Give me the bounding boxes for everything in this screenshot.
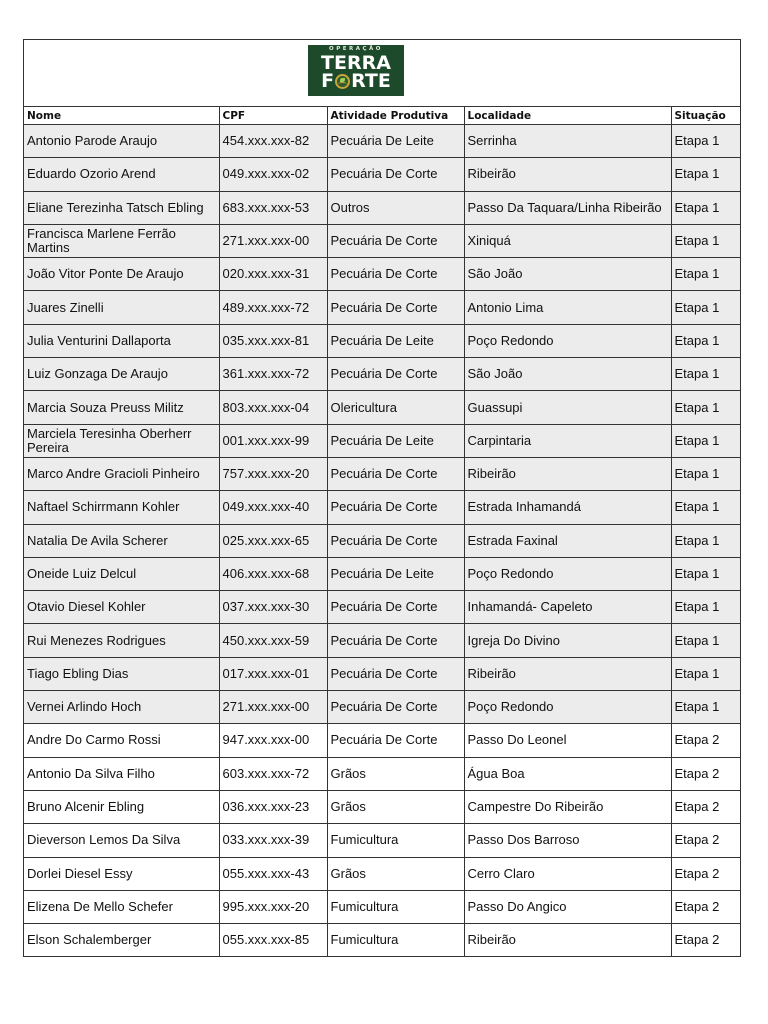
cell-nome: Otavio Diesel Kohler [24,591,219,624]
table-row [24,125,740,158]
cell-atividade: Pecuária De Leite [327,557,464,590]
logo-top-text: OPERAÇÃO [329,46,383,52]
table-row [24,757,740,790]
cell-cpf: 361.xxx.xxx-72 [219,358,327,391]
cell-localidade: Ribeirão [464,457,671,490]
cell-situacao: Etapa 1 [671,358,740,391]
table-row [24,724,740,757]
cell-nome: Naftael Schirrmann Kohler [24,491,219,524]
cell-cpf: 489.xxx.xxx-72 [219,291,327,324]
cell-situacao: Etapa 2 [671,757,740,790]
cell-atividade: Pecuária De Corte [327,591,464,624]
cell-nome: Dorlei Diesel Essy [24,857,219,890]
cell-situacao: Etapa 2 [671,824,740,857]
cell-localidade: São João [464,258,671,291]
cell-localidade: Água Boa [464,757,671,790]
header-atividade: Atividade Produtiva [327,107,464,125]
cell-cpf: 454.xxx.xxx-82 [219,125,327,158]
cell-situacao: Etapa 1 [671,457,740,490]
cell-situacao: Etapa 1 [671,125,740,158]
cell-situacao: Etapa 1 [671,591,740,624]
table-header-row [24,107,740,125]
cell-situacao: Etapa 1 [671,624,740,657]
cell-nome: Elizena De Mello Schefer [24,890,219,923]
cell-situacao: Etapa 2 [671,724,740,757]
cell-situacao: Etapa 1 [671,491,740,524]
sprout-emblem-icon [335,74,350,89]
cell-localidade: Ribeirão [464,657,671,690]
logo-line-2 [308,71,404,91]
cell-situacao: Etapa 2 [671,790,740,823]
cell-atividade: Pecuária De Leite [327,424,464,457]
cell-situacao: Etapa 1 [671,657,740,690]
table-row [24,857,740,890]
cell-cpf: 757.xxx.xxx-20 [219,457,327,490]
cell-situacao: Etapa 1 [671,524,740,557]
cell-localidade: Carpintaria [464,424,671,457]
cell-nome: Antonio Parode Araujo [24,125,219,158]
cell-cpf: 017.xxx.xxx-01 [219,657,327,690]
cell-nome: Marcia Souza Preuss Militz [24,391,219,424]
table-row [24,457,740,490]
cell-situacao: Etapa 1 [671,291,740,324]
cell-atividade: Pecuária De Corte [327,724,464,757]
cell-localidade: Poço Redondo [464,324,671,357]
cell-nome: Eliane Terezinha Tatsch Ebling [24,191,219,224]
table-row [24,391,740,424]
cell-localidade: Poço Redondo [464,557,671,590]
header-situacao: Situação [671,107,740,125]
table-row [24,491,740,524]
cell-localidade: Inhamandá- Capeleto [464,591,671,624]
cell-situacao: Etapa 1 [671,391,740,424]
table-row [24,924,740,957]
cell-localidade: Guassupi [464,391,671,424]
cell-nome: Francisca Marlene Ferrão Martins [24,224,219,257]
cell-atividade: Olericultura [327,391,464,424]
cell-localidade: Ribeirão [464,158,671,191]
cell-localidade: Estrada Faxinal [464,524,671,557]
cell-atividade: Grãos [327,857,464,890]
cell-cpf: 037.xxx.xxx-30 [219,591,327,624]
table-row [24,158,740,191]
cell-nome: Marco Andre Gracioli Pinheiro [24,457,219,490]
table-row [24,424,740,457]
cell-atividade: Pecuária De Corte [327,524,464,557]
cell-cpf: 995.xxx.xxx-20 [219,890,327,923]
table-row [24,224,740,257]
cell-cpf: 025.xxx.xxx-65 [219,524,327,557]
cell-cpf: 049.xxx.xxx-40 [219,491,327,524]
cell-cpf: 803.xxx.xxx-04 [219,391,327,424]
cell-situacao: Etapa 1 [671,557,740,590]
cell-atividade: Pecuária De Leite [327,324,464,357]
cell-situacao: Etapa 1 [671,424,740,457]
header-nome: Nome [24,107,219,125]
cell-atividade: Pecuária De Corte [327,457,464,490]
table-row [24,358,740,391]
cell-localidade: Poço Redondo [464,691,671,724]
cell-localidade: Campestre Do Ribeirão [464,790,671,823]
cell-localidade: Passo Do Leonel [464,724,671,757]
beneficiaries-table [24,107,740,956]
table-row [24,557,740,590]
header-cpf: CPF [219,107,327,125]
cell-localidade: Serrinha [464,125,671,158]
cell-localidade: Passo Da Taquara/Linha Ribeirão [464,191,671,224]
cell-cpf: 271.xxx.xxx-00 [219,691,327,724]
cell-atividade: Pecuária De Corte [327,158,464,191]
cell-nome: Marciela Teresinha Oberherr Pereira [24,424,219,457]
logo-line-1: TERRA [321,52,391,74]
cell-atividade: Fumicultura [327,924,464,957]
logo-header [24,40,740,107]
cell-cpf: 049.xxx.xxx-02 [219,158,327,191]
cell-localidade: Xiniquá [464,224,671,257]
cell-atividade: Grãos [327,757,464,790]
table-row [24,890,740,923]
header-localidade: Localidade [464,107,671,125]
cell-atividade: Pecuária De Corte [327,224,464,257]
table-row [24,524,740,557]
cell-localidade: São João [464,358,671,391]
beneficiaries-sheet [23,39,741,957]
cell-atividade: Fumicultura [327,890,464,923]
cell-atividade: Pecuária De Corte [327,258,464,291]
cell-nome: Rui Menezes Rodrigues [24,624,219,657]
cell-situacao: Etapa 1 [671,691,740,724]
table-row [24,691,740,724]
cell-cpf: 947.xxx.xxx-00 [219,724,327,757]
table-row [24,591,740,624]
cell-nome: Eduardo Ozorio Arend [24,158,219,191]
table-row [24,624,740,657]
table-row [24,258,740,291]
logo-line-2-pre: F [321,70,335,92]
terra-forte-logo [308,45,404,96]
logo-line-2-post: RTE [351,70,391,92]
cell-nome: Luiz Gonzaga De Araujo [24,358,219,391]
table-row [24,191,740,224]
cell-nome: Oneide Luiz Delcul [24,557,219,590]
cell-localidade: Cerro Claro [464,857,671,890]
cell-nome: Dieverson Lemos Da Silva [24,824,219,857]
cell-situacao: Etapa 1 [671,324,740,357]
cell-cpf: 001.xxx.xxx-99 [219,424,327,457]
cell-cpf: 603.xxx.xxx-72 [219,757,327,790]
table-row [24,324,740,357]
cell-nome: Natalia De Avila Scherer [24,524,219,557]
cell-situacao: Etapa 1 [671,224,740,257]
cell-nome: Elson Schalemberger [24,924,219,957]
cell-atividade: Fumicultura [327,824,464,857]
cell-cpf: 033.xxx.xxx-39 [219,824,327,857]
table-body [24,125,740,957]
table-row [24,790,740,823]
cell-cpf: 406.xxx.xxx-68 [219,557,327,590]
cell-nome: Vernei Arlindo Hoch [24,691,219,724]
cell-situacao: Etapa 1 [671,191,740,224]
cell-atividade: Pecuária De Corte [327,691,464,724]
cell-atividade: Pecuária De Corte [327,657,464,690]
cell-cpf: 055.xxx.xxx-85 [219,924,327,957]
cell-atividade: Pecuária De Corte [327,624,464,657]
cell-cpf: 271.xxx.xxx-00 [219,224,327,257]
cell-atividade: Pecuária De Corte [327,491,464,524]
table-row [24,657,740,690]
cell-nome: Tiago Ebling Dias [24,657,219,690]
cell-atividade: Pecuária De Leite [327,125,464,158]
cell-situacao: Etapa 1 [671,158,740,191]
cell-cpf: 036.xxx.xxx-23 [219,790,327,823]
cell-nome: Antonio Da Silva Filho [24,757,219,790]
cell-situacao: Etapa 2 [671,924,740,957]
cell-nome: Julia Venturini Dallaporta [24,324,219,357]
cell-nome: Bruno Alcenir Ebling [24,790,219,823]
cell-atividade: Grãos [327,790,464,823]
cell-cpf: 450.xxx.xxx-59 [219,624,327,657]
cell-nome: Juares Zinelli [24,291,219,324]
cell-situacao: Etapa 2 [671,857,740,890]
cell-nome: Andre Do Carmo Rossi [24,724,219,757]
cell-cpf: 055.xxx.xxx-43 [219,857,327,890]
cell-localidade: Passo Do Angico [464,890,671,923]
cell-cpf: 035.xxx.xxx-81 [219,324,327,357]
cell-situacao: Etapa 2 [671,890,740,923]
cell-atividade: Outros [327,191,464,224]
cell-cpf: 683.xxx.xxx-53 [219,191,327,224]
table-row [24,824,740,857]
cell-localidade: Ribeirão [464,924,671,957]
cell-atividade: Pecuária De Corte [327,291,464,324]
cell-atividade: Pecuária De Corte [327,358,464,391]
cell-localidade: Passo Dos Barroso [464,824,671,857]
cell-localidade: Estrada Inhamandá [464,491,671,524]
cell-localidade: Antonio Lima [464,291,671,324]
cell-nome: João Vitor Ponte De Araujo [24,258,219,291]
cell-cpf: 020.xxx.xxx-31 [219,258,327,291]
cell-localidade: Igreja Do Divino [464,624,671,657]
table-row [24,291,740,324]
cell-situacao: Etapa 1 [671,258,740,291]
